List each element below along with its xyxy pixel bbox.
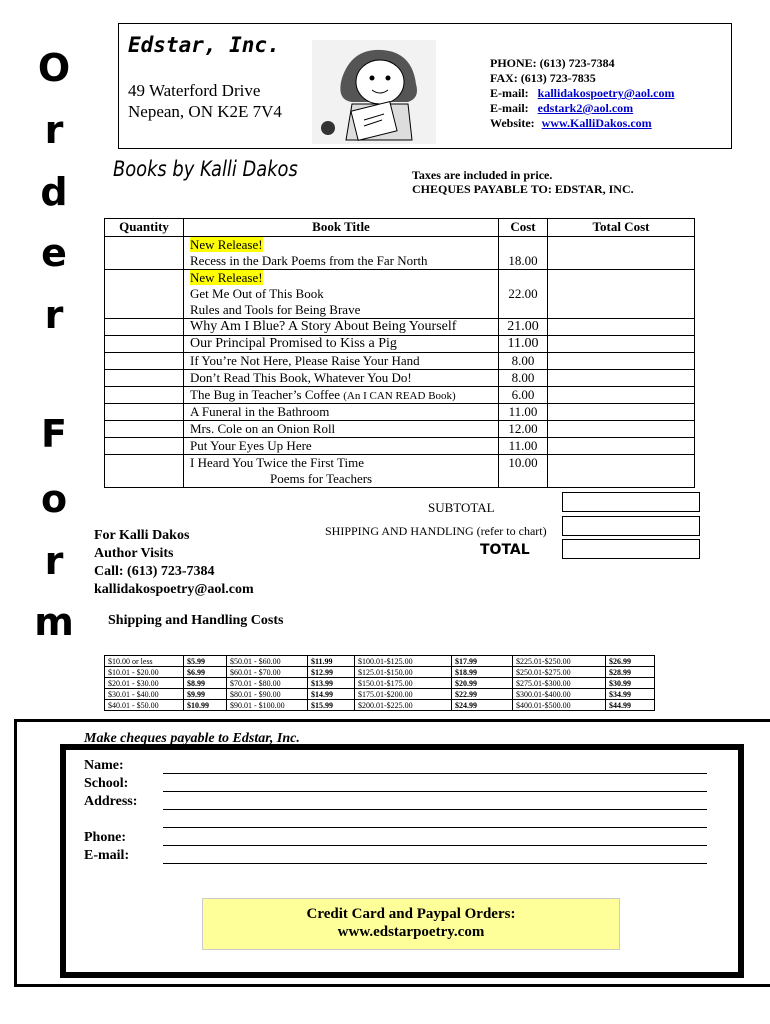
shipping-row bbox=[105, 700, 655, 711]
quantity-cell[interactable] bbox=[105, 387, 184, 404]
cost-cell: 12.00 bbox=[499, 421, 548, 438]
tax-note: Taxes are included in price. bbox=[412, 168, 553, 182]
cost-cell: 11.00 bbox=[499, 336, 548, 353]
col-book-title: Book Title bbox=[184, 219, 499, 237]
order-table bbox=[104, 218, 695, 488]
title-letter-d: d bbox=[40, 170, 68, 214]
quantity-cell[interactable] bbox=[105, 353, 184, 370]
total-cell[interactable] bbox=[548, 370, 695, 387]
phone-text: PHONE: (613) 723-7384 bbox=[490, 56, 615, 70]
shipping-range-cell: $80.01 - $90.00 bbox=[227, 689, 308, 700]
quantity-cell[interactable] bbox=[105, 438, 184, 455]
shipping-range-cell: $30.01 - $40.00 bbox=[105, 689, 184, 700]
website-row bbox=[490, 116, 652, 131]
cost-cell: 10.00 bbox=[499, 455, 548, 488]
email2-row bbox=[490, 101, 633, 116]
author-visits-email: kallidakospoetry@aol.com bbox=[94, 582, 254, 597]
company-name: Edstar, Inc. bbox=[128, 33, 280, 57]
total-cell[interactable] bbox=[548, 353, 695, 370]
address-line1: 49 Waterford Drive bbox=[128, 81, 261, 100]
shipping-field[interactable] bbox=[562, 516, 700, 536]
title-cell bbox=[184, 270, 499, 319]
shipping-range-cell: $400.01-$500.00 bbox=[513, 700, 606, 711]
cost-cell: 8.00 bbox=[499, 353, 548, 370]
title-cell bbox=[184, 237, 499, 270]
quantity-cell[interactable] bbox=[105, 404, 184, 421]
email1-label: E-mail: bbox=[490, 86, 529, 100]
order-table-header bbox=[105, 219, 695, 237]
book-title: Get Me Out of This Book bbox=[190, 286, 324, 301]
shipping-price-cell: $34.99 bbox=[606, 689, 655, 700]
total-cell[interactable] bbox=[548, 438, 695, 455]
title-letter-r3: r bbox=[44, 539, 64, 583]
table-row bbox=[105, 387, 695, 404]
shipping-range-cell: $275.01-$300.00 bbox=[513, 678, 606, 689]
credit-card-website[interactable]: www.edstarpoetry.com bbox=[337, 924, 485, 940]
website-link[interactable]: www.KalliDakos.com bbox=[541, 116, 652, 130]
cost-cell: 8.00 bbox=[499, 370, 548, 387]
shipping-label: SHIPPING AND HANDLING (refer to chart) bbox=[325, 524, 547, 538]
author-visits bbox=[94, 527, 254, 599]
shipping-price-cell: $26.99 bbox=[606, 656, 655, 667]
cost-cell: 18.00 bbox=[499, 237, 548, 270]
email2-link[interactable]: edstark2@aol.com bbox=[537, 101, 634, 115]
fax-text: FAX: (613) 723-7835 bbox=[490, 71, 596, 85]
shipping-price-cell: $24.99 bbox=[452, 700, 513, 711]
title-letter-f: F bbox=[41, 412, 67, 456]
book-title: Recess in the Dark Poems from the Far North bbox=[190, 253, 428, 268]
school-label: School: bbox=[84, 776, 129, 791]
total-field[interactable] bbox=[562, 539, 700, 559]
shipping-range-cell: $100.01-$125.00 bbox=[355, 656, 452, 667]
title-cell bbox=[184, 455, 499, 488]
shipping-range-cell: $10.01 - $20.00 bbox=[105, 667, 184, 678]
shipping-range-cell: $60.01 - $70.00 bbox=[227, 667, 308, 678]
shipping-range-cell: $90.01 - $100.00 bbox=[227, 700, 308, 711]
shipping-price-cell: $15.99 bbox=[308, 700, 355, 711]
book-subtitle: Poems for Teachers bbox=[270, 471, 373, 486]
shipping-row bbox=[105, 678, 655, 689]
email1-row bbox=[490, 86, 675, 101]
quantity-cell[interactable] bbox=[105, 336, 184, 353]
book-title: Mrs. Cole on an Onion Roll bbox=[184, 421, 499, 438]
title-letter-r2: r bbox=[44, 293, 64, 337]
shipping-range-cell: $20.01 - $30.00 bbox=[105, 678, 184, 689]
name-field[interactable] bbox=[163, 773, 707, 774]
book-title-note: (An I CAN READ Book) bbox=[343, 390, 456, 402]
shipping-price-cell: $13.99 bbox=[308, 678, 355, 689]
new-release-badge: New Release! bbox=[190, 237, 263, 252]
quantity-cell[interactable] bbox=[105, 319, 184, 336]
phone-field[interactable] bbox=[163, 845, 707, 846]
title-letter-o2: o bbox=[40, 477, 68, 521]
books-by-heading: Books by Kalli Dakos bbox=[113, 157, 298, 181]
book-title: Our Principal Promised to Kiss a Pig bbox=[184, 336, 499, 353]
total-cell[interactable] bbox=[548, 270, 695, 319]
col-quantity: Quantity bbox=[105, 219, 184, 237]
address-field[interactable] bbox=[163, 809, 707, 810]
email1-link[interactable]: kallidakospoetry@aol.com bbox=[537, 86, 675, 100]
title-cell bbox=[184, 387, 499, 404]
shipping-range-cell: $10.00 or less bbox=[105, 656, 184, 667]
address-field-2[interactable] bbox=[163, 827, 707, 828]
total-cell[interactable] bbox=[548, 455, 695, 488]
shipping-range-cell: $225.01-$250.00 bbox=[513, 656, 606, 667]
address-line2: Nepean, ON K2E 7V4 bbox=[128, 102, 282, 121]
cost-cell: 22.00 bbox=[499, 270, 548, 319]
table-row bbox=[105, 237, 695, 270]
book-title: Why Am I Blue? A Story About Being Yourself bbox=[184, 319, 499, 336]
shipping-range-cell: $40.01 - $50.00 bbox=[105, 700, 184, 711]
shipping-price-cell: $18.99 bbox=[452, 667, 513, 678]
shipping-range-cell: $175.01-$200.00 bbox=[355, 689, 452, 700]
quantity-cell[interactable] bbox=[105, 237, 184, 270]
shipping-price-cell: $8.99 bbox=[184, 678, 227, 689]
quantity-cell[interactable] bbox=[105, 270, 184, 319]
book-subtitle: Rules and Tools for Being Brave bbox=[190, 302, 361, 317]
website-label: Website: bbox=[490, 116, 535, 130]
total-cell[interactable] bbox=[548, 237, 695, 270]
shipping-row bbox=[105, 689, 655, 700]
book-title: Don’t Read This Book, Whatever You Do! bbox=[184, 370, 499, 387]
shipping-range-cell: $125.01-$150.00 bbox=[355, 667, 452, 678]
title-letter-r: r bbox=[44, 108, 64, 152]
quantity-cell[interactable] bbox=[105, 370, 184, 387]
shipping-table bbox=[104, 655, 655, 711]
shipping-price-cell: $5.99 bbox=[184, 656, 227, 667]
phone-label: Phone: bbox=[84, 830, 126, 845]
shipping-price-cell: $10.99 bbox=[184, 700, 227, 711]
email-label: E-mail: bbox=[84, 848, 130, 863]
cost-cell: 11.00 bbox=[499, 404, 548, 421]
col-cost: Cost bbox=[499, 219, 548, 237]
total-cell[interactable] bbox=[548, 319, 695, 336]
new-release-badge: New Release! bbox=[190, 270, 263, 285]
table-row bbox=[105, 270, 695, 319]
title-letter-o: O bbox=[37, 46, 71, 90]
shipping-range-cell: $250.01-$275.00 bbox=[513, 667, 606, 678]
shipping-price-cell: $9.99 bbox=[184, 689, 227, 700]
name-label: Name: bbox=[84, 758, 124, 773]
cost-cell: 21.00 bbox=[499, 319, 548, 336]
table-row bbox=[105, 455, 695, 488]
shipping-range-cell: $150.01-$175.00 bbox=[355, 678, 452, 689]
table-row bbox=[105, 421, 695, 438]
shipping-price-cell: $30.99 bbox=[606, 678, 655, 689]
address-label: Address: bbox=[84, 794, 138, 809]
author-visits-phone: Call: (613) 723-7384 bbox=[94, 564, 215, 579]
cost-cell: 6.00 bbox=[499, 387, 548, 404]
subtotal-label: SUBTOTAL bbox=[428, 500, 495, 515]
total-cell[interactable] bbox=[548, 336, 695, 353]
table-row bbox=[105, 438, 695, 455]
cheques-note: CHEQUES PAYABLE TO: EDSTAR, INC. bbox=[412, 182, 634, 196]
total-label: TOTAL bbox=[480, 542, 530, 558]
shipping-price-cell: $11.99 bbox=[308, 656, 355, 667]
subtotal-field[interactable] bbox=[562, 492, 700, 512]
total-cell[interactable] bbox=[548, 404, 695, 421]
credit-card-box bbox=[202, 898, 620, 950]
shipping-range-cell: $70.01 - $80.00 bbox=[227, 678, 308, 689]
shipping-price-cell: $14.99 bbox=[308, 689, 355, 700]
total-cell[interactable] bbox=[548, 421, 695, 438]
email-field[interactable] bbox=[163, 863, 707, 864]
child-illustration bbox=[312, 40, 436, 144]
credit-card-title: Credit Card and Paypal Orders: bbox=[306, 906, 516, 922]
title-letter-m: m bbox=[34, 600, 74, 644]
col-total-cost: Total Cost bbox=[548, 219, 695, 237]
shipping-price-cell: $17.99 bbox=[452, 656, 513, 667]
book-title: I Heard You Twice the First Time bbox=[190, 455, 364, 470]
email2-label: E-mail: bbox=[490, 101, 529, 115]
book-title: If You’re Not Here, Please Raise Your Hand bbox=[184, 353, 499, 370]
book-title: A Funeral in the Bathroom bbox=[184, 404, 499, 421]
table-row bbox=[105, 353, 695, 370]
shipping-price-cell: $6.99 bbox=[184, 667, 227, 678]
table-row bbox=[105, 370, 695, 387]
shipping-price-cell: $28.99 bbox=[606, 667, 655, 678]
shipping-price-cell: $20.99 bbox=[452, 678, 513, 689]
cost-cell: 11.00 bbox=[499, 438, 548, 455]
shipping-range-cell: $50.01 - $60.00 bbox=[227, 656, 308, 667]
shipping-price-cell: $22.99 bbox=[452, 689, 513, 700]
school-field[interactable] bbox=[163, 791, 707, 792]
total-cell[interactable] bbox=[548, 387, 695, 404]
author-visits-line2: Author Visits bbox=[94, 546, 174, 561]
shipping-row bbox=[105, 656, 655, 667]
quantity-cell[interactable] bbox=[105, 421, 184, 438]
shipping-range-cell: $200.01-$225.00 bbox=[355, 700, 452, 711]
table-row bbox=[105, 404, 695, 421]
shipping-price-cell: $44.99 bbox=[606, 700, 655, 711]
quantity-cell[interactable] bbox=[105, 455, 184, 488]
shipping-title: Shipping and Handling Costs bbox=[108, 613, 284, 628]
book-title: The Bug in Teacher’s Coffee bbox=[190, 387, 340, 402]
table-row bbox=[105, 336, 695, 353]
shipping-range-cell: $300.01-$400.00 bbox=[513, 689, 606, 700]
shipping-row bbox=[105, 667, 655, 678]
shipping-price-cell: $12.99 bbox=[308, 667, 355, 678]
cheque-note: Make cheques payable to Edstar, Inc. bbox=[84, 731, 300, 746]
book-title: Put Your Eyes Up Here bbox=[184, 438, 499, 455]
title-letter-e: e bbox=[41, 231, 67, 275]
table-row bbox=[105, 319, 695, 336]
author-visits-line1: For Kalli Dakos bbox=[94, 528, 190, 543]
